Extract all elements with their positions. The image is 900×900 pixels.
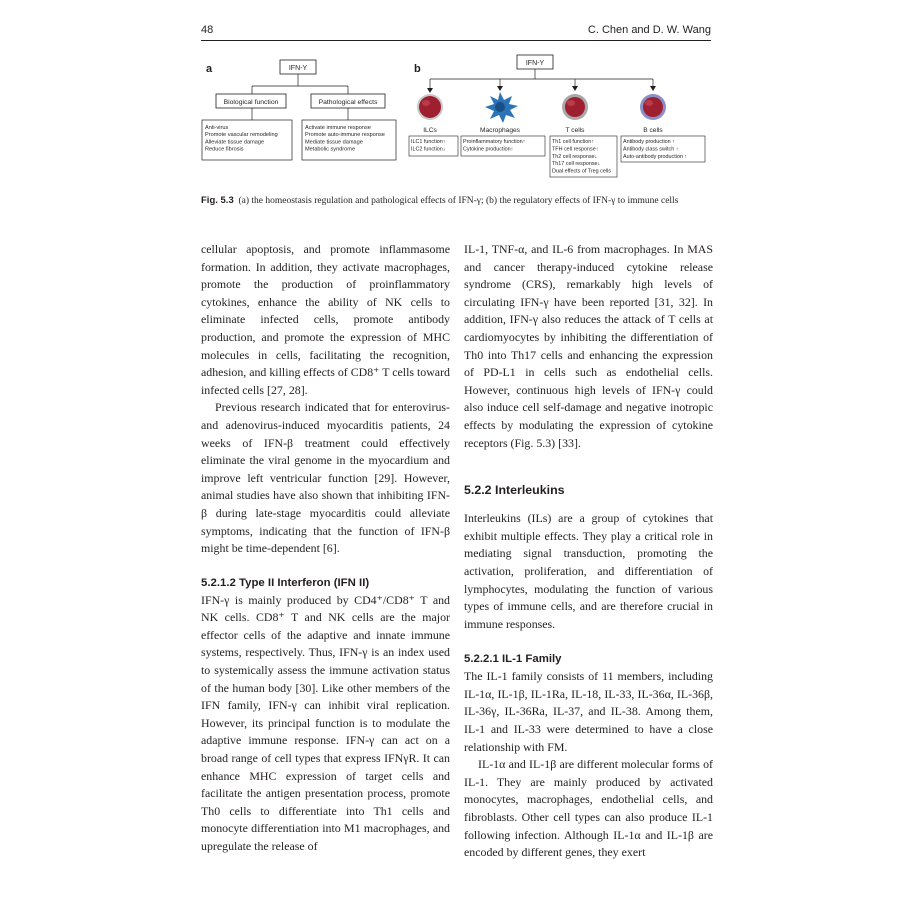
right-paragraph-1: IL-1, TNF-α, and IL-6 from macrophages. In MAS and cancer therapy-induced cytokine release syndrome (CRS), remarkably high levels of circulating IFN-γ have been reported [31, 32]. In addition, IFN-γ also reduces the attack of T cells at cardiomyocytes by inhibiting the differentiation of Th0 into Th17 cells and enhancing the expression of PD-L1 in cells such as endothelial cells. However, continuous high levels of IFN-γ could also induce cell self-damage and negative inotropic effects by modulating the expression of cytokine receptors (Fig. 5.3) [33]. bbox=[464, 242, 713, 450]
bio-list-item-2: Alleviate tissue damage bbox=[205, 139, 265, 146]
figure-caption-text: (a) the homeostasis regulation and pathological effects of IFN-γ; (b) the regulatory effects of IFN-γ to immune cells bbox=[238, 196, 679, 206]
cell-effect-2-0: Th1 cell function↑ bbox=[552, 139, 594, 145]
cell-effect-3-1: Antibody class switch ↑ bbox=[623, 146, 679, 153]
header-rule bbox=[201, 40, 711, 41]
heading-type-ii-interferon: 5.2.1.2 Type II Interferon (IFN II) bbox=[201, 576, 370, 589]
panel-a-path-label: Pathological effects bbox=[318, 99, 378, 106]
panel-a-root-label: IFN-Y bbox=[288, 65, 308, 72]
figure-5-3 bbox=[198, 50, 714, 185]
right-paragraph-3: The IL-1 family consists of 11 members, including IL-1α, IL-1β, IL-1Ra, IL-18, IL-33, IL-36α, IL-36β, IL-36γ, IL-36Ra, IL-37, and IL-38. Among them, IL-1 and IL-33 were determined to have a close relationship with FM. bbox=[464, 669, 713, 754]
right-paragraph-2: Interleukins (ILs) are a group of cytokines that exhibit multiple effects. They play a critical role in mediating signal transduction, promoting the activation, proliferation, and differentiation of lymphocytes, modulating the function of various types of immune cells, and are therefore crucial in immune responses. bbox=[464, 511, 713, 631]
cell-effect-1-0: Proinflammatory function↑ bbox=[463, 139, 526, 145]
panel-b-connectors bbox=[430, 69, 653, 90]
cell-name-b-cells: B cells bbox=[643, 127, 663, 134]
page-number: 48 bbox=[201, 24, 214, 36]
right-paragraph-4: IL-1α and IL-1β are different molecular forms of IL-1. They are mainly produced by activated monocytes, macrophages, endothelial cells, and fibroblasts. Other cell types can also produce IL-1 following infection. Although IL-1α and IL-1β are encoded by different genes, they exert bbox=[464, 757, 713, 860]
panel-b-letter: b bbox=[414, 63, 421, 75]
b-cell-icon bbox=[640, 94, 666, 120]
left-paragraph-2: Previous research indicated that for enterovirus-and adenovirus-induced myocarditis patients, 24 weeks of IFN-β treatment could effectively eliminate the viral genome in the myocardium and improve left ventricular function [29]. However, animal studies have also shown that inhibiting IFN-β during late-stage myocarditis could alleviate symptoms, indicating that the function of IFN-β might be time-dependent [6]. bbox=[201, 400, 450, 556]
left-paragraph-1: cellular apoptosis, and promote inflammasome formation. In addition, they activate macrophages, promote the production of proinflammatory cytokines, enhance the ability of NK cells to eliminate infected cells, promote antibody production, and promote the expression of MHC molecules in cells, facilitating the recognition, adhesion, and killing effects of CD8⁺ T cells toward infected cells [27, 28]. bbox=[201, 242, 450, 397]
bio-list-item-0: Anti-virus bbox=[205, 125, 229, 131]
path-list-item-0: Activate immune response bbox=[305, 125, 371, 131]
cell-effect-2-2: Th2 cell response↓ bbox=[552, 153, 598, 160]
cell-effect-2-4: Dual effects of Treg cells bbox=[552, 168, 611, 175]
cell-effect-3-0: Antibody production ↑ bbox=[623, 139, 675, 145]
heading-il-1-family: 5.2.2.1 IL-1 Family bbox=[464, 653, 562, 666]
cell-effect-1-1: Cytokine production↑ bbox=[463, 146, 514, 153]
right-column bbox=[464, 241, 713, 862]
bio-list-item-1: Promote vascular remodeling bbox=[205, 132, 278, 139]
macrophage-icon bbox=[485, 92, 518, 123]
figure-diagram bbox=[198, 50, 714, 185]
figure-caption-label: Fig. 5.3 bbox=[201, 195, 234, 206]
path-list-item-3: Metabolic syndrome bbox=[305, 146, 356, 153]
panel-b-arrowheads bbox=[427, 86, 656, 93]
path-list-item-1: Promote auto-immune response bbox=[305, 132, 385, 139]
t-cell-icon bbox=[562, 94, 588, 120]
bio-list-item-3: Reduce fibrosis bbox=[205, 146, 244, 153]
heading-interleukins: 5.2.2 Interleukins bbox=[464, 483, 565, 498]
cell-effect-2-3: Th17 cell response↓ bbox=[552, 161, 601, 168]
figure-caption bbox=[201, 194, 711, 208]
cell-name-macrophages: Macrophages bbox=[480, 127, 520, 134]
cell-effect-0-1: ILC2 function↓ bbox=[411, 146, 446, 153]
cell-name-ilcs: ILCs bbox=[423, 127, 437, 134]
cell-effect-2-1: TFH cell response↑ bbox=[552, 146, 599, 153]
cell-name-t-cells: T cells bbox=[565, 127, 585, 134]
left-column bbox=[201, 241, 450, 856]
running-head: C. Chen and D. W. Wang bbox=[587, 24, 711, 36]
panel-a-bio-label: Biological function bbox=[223, 99, 279, 106]
left-paragraph-3: IFN-γ is mainly produced by CD4⁺/CD8⁺ T and NK cells. CD8⁺ T and NK cells are the major effector cells of the adaptive and innate immune systems, respectively. Thus, IFN-γ is an index used to systemically assess the immune activation status of the human body [30]. Like other members of the IFN family, IFN-γ can inhibit viral replication. However, its principal function is to modulate the adaptive immune response. IFN-γ can act on a broad range of cell types that express IFNγR. It can enhance MHC expression of target cells and facilitate the antigen presentation process, promote Th0 cells to differentiate into Th1 cells and monocyte differentiation into M1 macrophages, and upregulate the release of bbox=[201, 592, 450, 853]
cell-effect-0-0: ILC1 function↑ bbox=[411, 139, 446, 145]
ilc-cell-icon bbox=[417, 94, 443, 120]
cell-effect-3-2: Auto-antibody production ↑ bbox=[623, 153, 688, 160]
panel-b-root-label: IFN-Y bbox=[525, 60, 545, 67]
path-list-item-2: Mediate tissue damage bbox=[305, 139, 363, 146]
panel-a-letter: a bbox=[206, 63, 213, 75]
